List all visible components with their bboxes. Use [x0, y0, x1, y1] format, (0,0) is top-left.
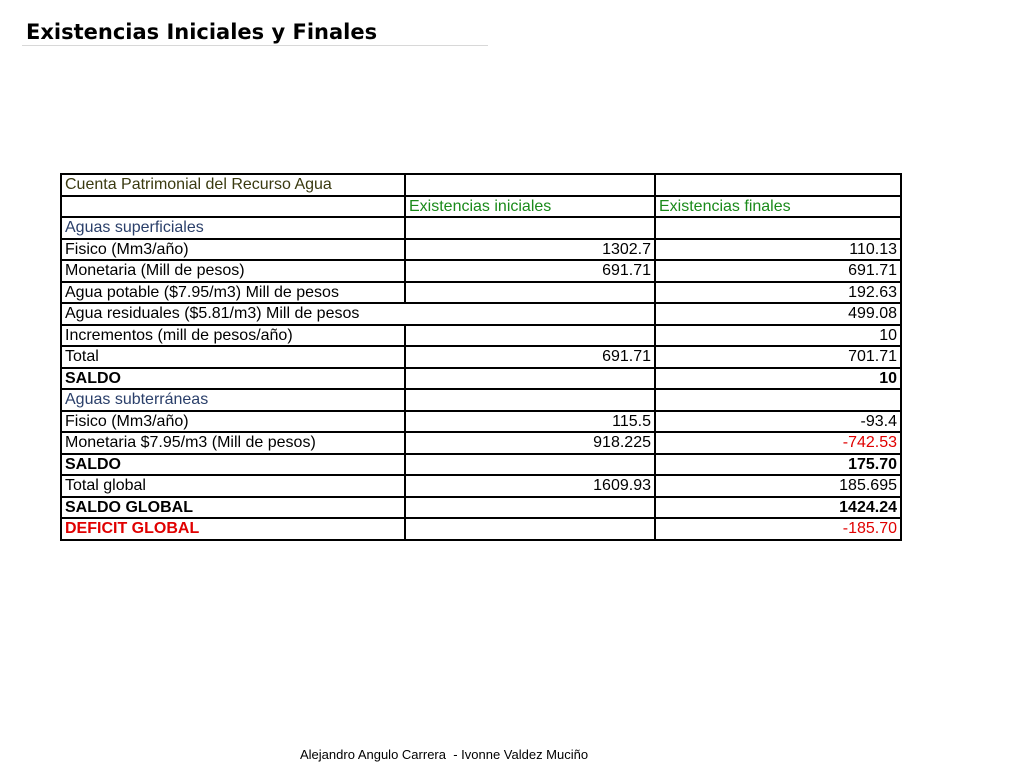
initial-value: 1302.7	[405, 239, 655, 261]
section-label: Aguas superficiales	[61, 217, 405, 239]
row-label: Incrementos (mill de pesos/año)	[61, 325, 405, 347]
final-value	[655, 217, 901, 239]
deficit-global-row	[61, 518, 901, 540]
table-row	[61, 475, 901, 497]
final-value: 1424.24	[655, 497, 901, 519]
saldo-row	[61, 454, 901, 476]
initial-value	[405, 217, 655, 239]
initial-value: 691.71	[405, 346, 655, 368]
row-label: Fisico (Mm3/año)	[61, 411, 405, 433]
table-row	[61, 260, 901, 282]
empty-cell	[655, 174, 901, 196]
row-label: Agua residuales ($5.81/m3) Mill de pesos	[61, 303, 405, 325]
row-label: SALDO	[61, 454, 405, 476]
initial-value	[405, 518, 655, 540]
table-row	[61, 239, 901, 261]
final-value	[655, 389, 901, 411]
row-label: DEFICIT GLOBAL	[61, 518, 405, 540]
table-header-row	[61, 174, 901, 196]
final-value: 691.71	[655, 260, 901, 282]
section-row-surface	[61, 217, 901, 239]
final-value: 110.13	[655, 239, 901, 261]
initial-value	[405, 497, 655, 519]
section-label: Aguas subterráneas	[61, 389, 405, 411]
column-header-row	[61, 196, 901, 218]
initial-value	[405, 389, 655, 411]
initial-value: 1609.93	[405, 475, 655, 497]
row-label: Total	[61, 346, 405, 368]
final-value: 499.08	[655, 303, 901, 325]
page-title: Existencias Iniciales y Finales	[26, 20, 378, 44]
saldo-row	[61, 368, 901, 390]
final-value: 185.695	[655, 475, 901, 497]
initial-value: 918.225	[405, 432, 655, 454]
initial-value	[405, 368, 655, 390]
row-label: Monetaria (Mill de pesos)	[61, 260, 405, 282]
title-underline	[22, 45, 488, 46]
table-row	[61, 432, 901, 454]
row-label: Monetaria $7.95/m3 (Mill de pesos)	[61, 432, 405, 454]
initial-value: 115.5	[405, 411, 655, 433]
initial-value	[405, 325, 655, 347]
column-header-final: Existencias finales	[655, 196, 901, 218]
table-row	[61, 282, 901, 304]
final-value: -93.4	[655, 411, 901, 433]
row-label: SALDO	[61, 368, 405, 390]
initial-value	[405, 454, 655, 476]
empty-cell	[405, 174, 655, 196]
table-title-cell: Cuenta Patrimonial del Recurso Agua	[61, 174, 405, 196]
initial-value	[405, 303, 655, 325]
row-label: Fisico (Mm3/año)	[61, 239, 405, 261]
row-label: Agua potable ($7.95/m3) Mill de pesos	[61, 282, 405, 304]
saldo-global-row	[61, 497, 901, 519]
table-row	[61, 303, 901, 325]
authors-footer: Alejandro Angulo Carrera - Ivonne Valdez Muciño	[300, 747, 589, 762]
final-value: 10	[655, 368, 901, 390]
table-row	[61, 346, 901, 368]
table-row	[61, 325, 901, 347]
final-value: -185.70	[655, 518, 901, 540]
initial-value: 691.71	[405, 260, 655, 282]
water-account-table	[60, 173, 902, 541]
row-label: Total global	[61, 475, 405, 497]
empty-cell	[61, 196, 405, 218]
section-row-groundwater	[61, 389, 901, 411]
row-label: SALDO GLOBAL	[61, 497, 405, 519]
column-header-initial: Existencias iniciales	[405, 196, 655, 218]
final-value: -742.53	[655, 432, 901, 454]
table-row	[61, 411, 901, 433]
final-value: 192.63	[655, 282, 901, 304]
initial-value	[405, 282, 655, 304]
final-value: 10	[655, 325, 901, 347]
final-value: 701.71	[655, 346, 901, 368]
final-value: 175.70	[655, 454, 901, 476]
